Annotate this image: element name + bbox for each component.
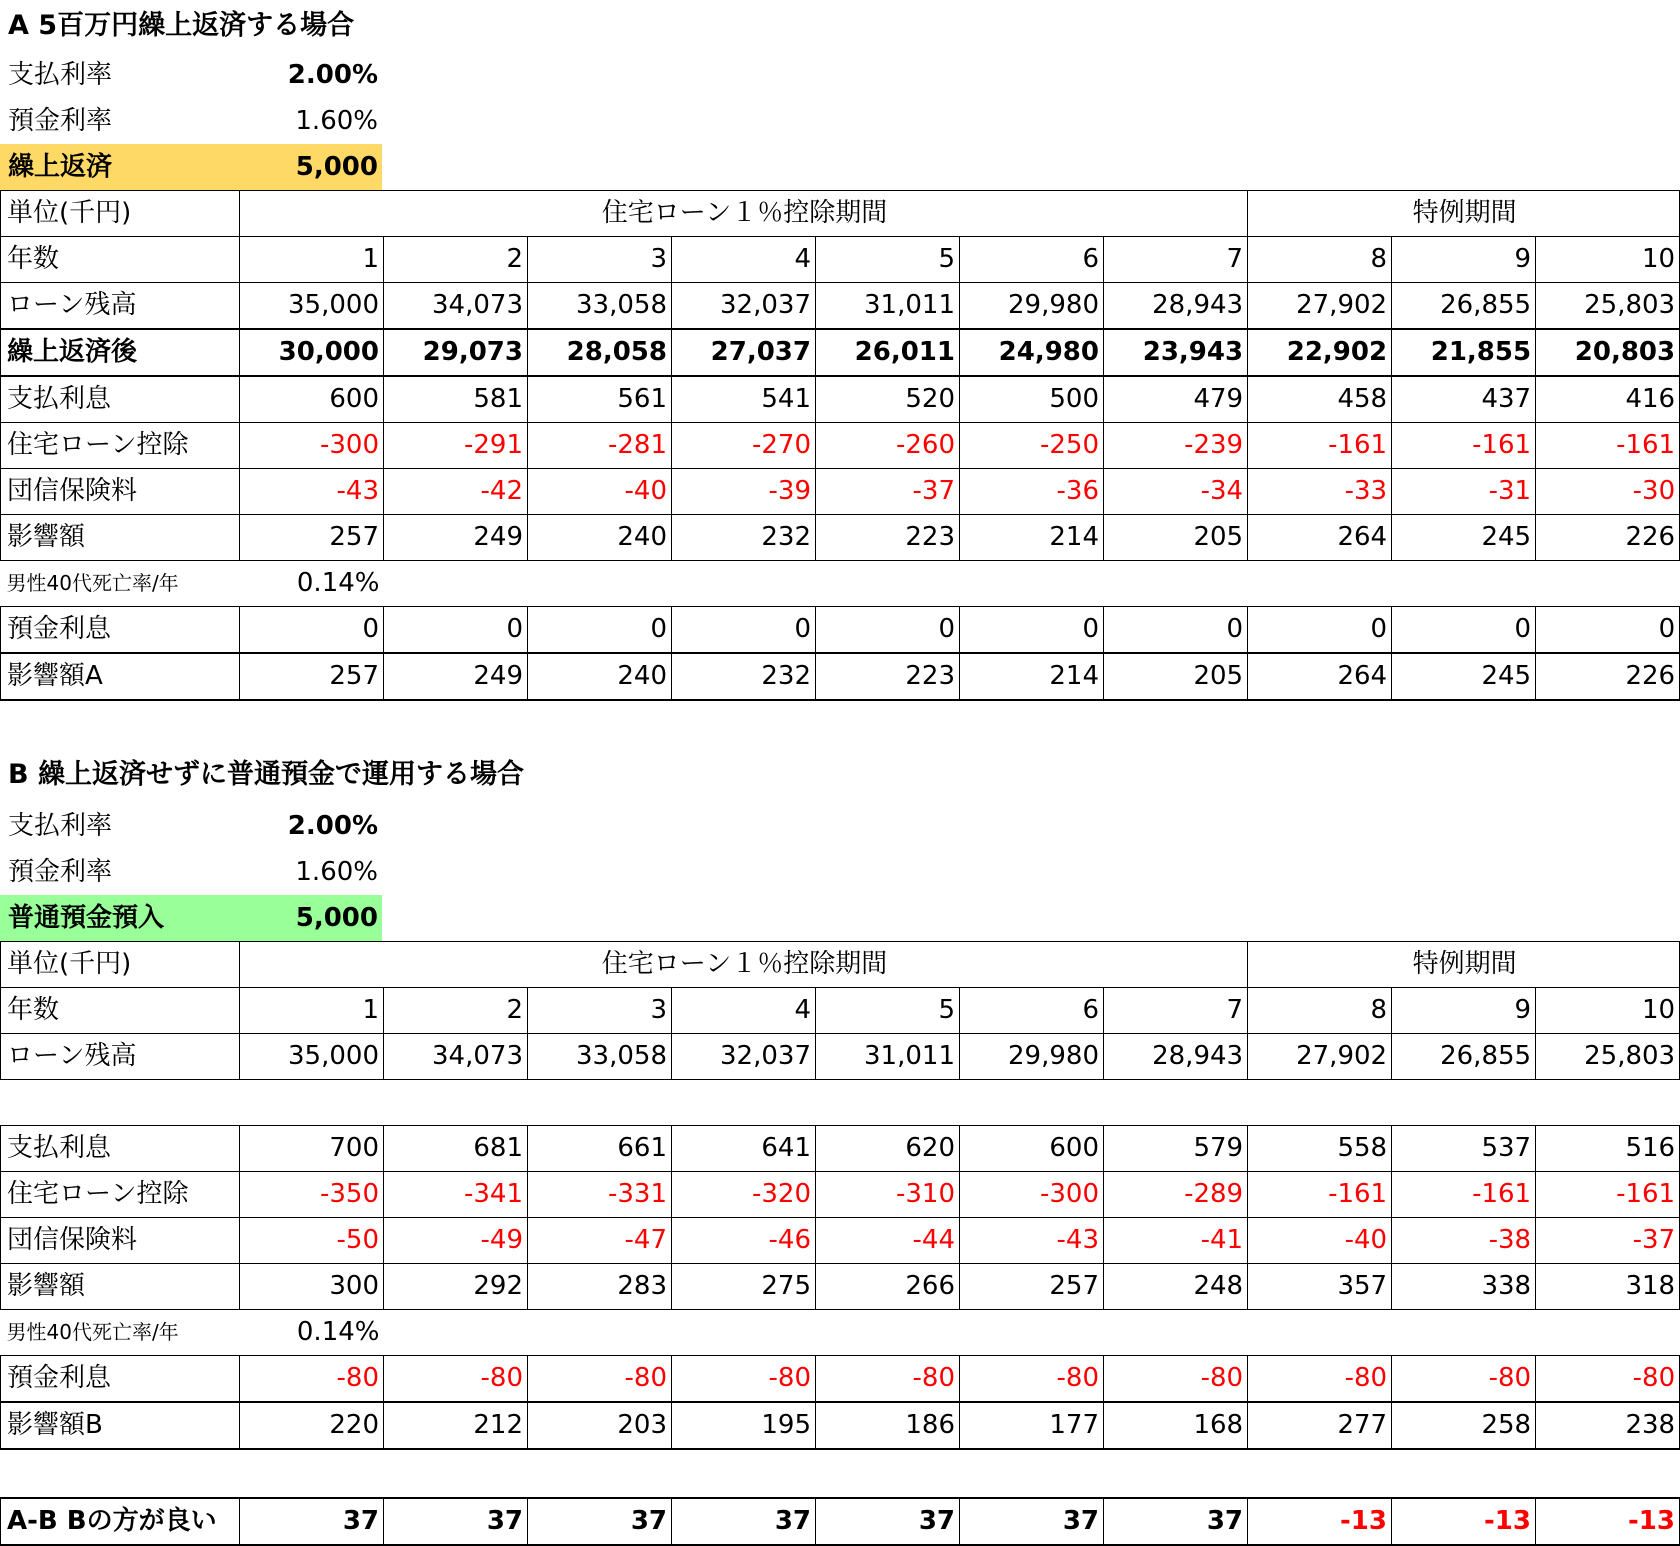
b-interest-cell-7[interactable]: 579 [1104, 1126, 1248, 1172]
b-total-cell-1[interactable]: 220 [240, 1402, 384, 1449]
b-period2-label: 特例期間 [1248, 942, 1680, 988]
b-insurance-cell-10[interactable]: -37 [1536, 1218, 1680, 1264]
a-impact-cell-1[interactable]: 257 [240, 515, 384, 561]
a-interest-cell-5[interactable]: 520 [816, 376, 960, 423]
a-interest-label: 支払利息 [1, 376, 240, 423]
b-deposit-interest-cell-8[interactable]: -80 [1248, 1356, 1392, 1403]
b-deduction-cell-7[interactable]: -289 [1104, 1172, 1248, 1218]
a-total-cell-3[interactable]: 240 [528, 653, 672, 700]
a-insurance-label: 団信保険料 [1, 469, 240, 515]
a-mortality-value[interactable]: 0.14% [296, 568, 380, 598]
a-insurance-cell-8[interactable]: -33 [1248, 469, 1392, 515]
diff-cell-6[interactable]: 37 [960, 1498, 1104, 1545]
a-impact-cell-3[interactable]: 240 [528, 515, 672, 561]
a-years-cell-9[interactable]: 9 [1392, 237, 1536, 283]
a-insurance-cell-6[interactable]: -36 [960, 469, 1104, 515]
diff-cell-3[interactable]: 37 [528, 1498, 672, 1545]
b-total-cell-8[interactable]: 277 [1248, 1402, 1392, 1449]
a-impact-cell-6[interactable]: 214 [960, 515, 1104, 561]
a-total-cell-2[interactable]: 249 [384, 653, 528, 700]
a-insurance-cell-10[interactable]: -30 [1536, 469, 1680, 515]
a-impact-cell-7[interactable]: 205 [1104, 515, 1248, 561]
b-interest-cell-5[interactable]: 620 [816, 1126, 960, 1172]
a-loan-cell-4[interactable]: 32,037 [672, 283, 816, 330]
b-unit-label: 単位(千円) [1, 942, 240, 988]
b-impact-cell-3[interactable]: 283 [528, 1264, 672, 1310]
a-deposit-interest-cell-1[interactable]: 0 [240, 607, 384, 654]
b-impact-row [1, 1264, 1680, 1310]
b-loan-cell-6[interactable]: 29,980 [960, 1034, 1104, 1080]
a-deposit-interest-cell-7[interactable]: 0 [1104, 607, 1248, 654]
b-deposit-interest-label: 預金利息 [1, 1356, 240, 1403]
a-years-cell-1[interactable]: 1 [240, 237, 384, 283]
b-deduction-row [1, 1172, 1680, 1218]
b-interest-row [1, 1126, 1680, 1172]
a-loan-cell-10[interactable]: 25,803 [1536, 283, 1680, 330]
a-deposit-interest-cell-4[interactable]: 0 [672, 607, 816, 654]
a-interest-cell-9[interactable]: 437 [1392, 376, 1536, 423]
a-prepayment-value[interactable]: 5,000 [295, 152, 378, 182]
a-insurance-row [1, 469, 1680, 515]
a-after-cell-1[interactable]: 30,000 [240, 329, 384, 376]
a-impact-cell-5[interactable]: 223 [816, 515, 960, 561]
b-deposit-interest-cell-4[interactable]: -80 [672, 1356, 816, 1403]
b-interest-cell-1[interactable]: 700 [240, 1126, 384, 1172]
a-mortality-label: 男性40代死亡率/年 [6, 571, 179, 595]
b-years-cell-9[interactable]: 9 [1392, 988, 1536, 1034]
b-deduction-label: 住宅ローン控除 [1, 1172, 240, 1218]
b-total-cell-10[interactable]: 238 [1536, 1402, 1680, 1449]
section-b-table [0, 941, 1680, 1450]
a-pay-rate-value[interactable]: 2.00% [287, 60, 378, 90]
a-deposit-rate-label: 預金利率 [8, 106, 113, 136]
b-loan-cell-5[interactable]: 31,011 [816, 1034, 960, 1080]
section-a-table [0, 190, 1680, 701]
diff-row [1, 1498, 1680, 1545]
a-after-label: 繰上返済後 [1, 329, 240, 376]
b-interest-cell-4[interactable]: 641 [672, 1126, 816, 1172]
a-interest-cell-7[interactable]: 479 [1104, 376, 1248, 423]
b-years-cell-6[interactable]: 6 [960, 988, 1104, 1034]
a-after-cell-7[interactable]: 23,943 [1104, 329, 1248, 376]
b-header-row [1, 942, 1680, 988]
b-insurance-cell-9[interactable]: -38 [1392, 1218, 1536, 1264]
b-deposit-interest-cell-10[interactable]: -80 [1536, 1356, 1680, 1403]
b-loan-cell-1[interactable]: 35,000 [240, 1034, 384, 1080]
b-deduction-cell-8[interactable]: -161 [1248, 1172, 1392, 1218]
b-deduction-cell-5[interactable]: -310 [816, 1172, 960, 1218]
a-deduction-cell-4[interactable]: -270 [672, 423, 816, 469]
a-total-cell-9[interactable]: 245 [1392, 653, 1536, 700]
b-impact-cell-1[interactable]: 300 [240, 1264, 384, 1310]
a-after-cell-9[interactable]: 21,855 [1392, 329, 1536, 376]
b-interest-cell-6[interactable]: 600 [960, 1126, 1104, 1172]
b-deposit-interest-cell-3[interactable]: -80 [528, 1356, 672, 1403]
a-years-cell-4[interactable]: 4 [672, 237, 816, 283]
diff-cell-10[interactable]: -13 [1536, 1498, 1680, 1545]
b-total-cell-5[interactable]: 186 [816, 1402, 960, 1449]
a-total-cell-5[interactable]: 223 [816, 653, 960, 700]
a-total-cell-7[interactable]: 205 [1104, 653, 1248, 700]
a-interest-cell-3[interactable]: 561 [528, 376, 672, 423]
b-mortality-value[interactable]: 0.14% [296, 1317, 380, 1347]
b-total-cell-9[interactable]: 258 [1392, 1402, 1536, 1449]
section-b-title: B 繰上返済せずに普通預金で運用する場合 [8, 759, 524, 790]
a-loan-label: ローン残高 [1, 283, 240, 330]
a-insurance-cell-5[interactable]: -37 [816, 469, 960, 515]
diff-table [0, 1497, 1680, 1546]
b-interest-cell-2[interactable]: 681 [384, 1126, 528, 1172]
b-deduction-cell-3[interactable]: -331 [528, 1172, 672, 1218]
b-total-cell-2[interactable]: 212 [384, 1402, 528, 1449]
a-deduction-label: 住宅ローン控除 [1, 423, 240, 469]
b-deduction-cell-1[interactable]: -350 [240, 1172, 384, 1218]
a-period1-label: 住宅ローン１％控除期間 [240, 191, 1248, 237]
b-deposit-interest-row [1, 1356, 1680, 1403]
b-loan-cell-8[interactable]: 27,902 [1248, 1034, 1392, 1080]
a-deposit-interest-cell-10[interactable]: 0 [1536, 607, 1680, 654]
a-years-label: 年数 [1, 237, 240, 283]
diff-cell-9[interactable]: -13 [1392, 1498, 1536, 1545]
a-insurance-cell-2[interactable]: -42 [384, 469, 528, 515]
b-insurance-cell-5[interactable]: -44 [816, 1218, 960, 1264]
b-mortality-row [1, 1310, 1680, 1356]
a-loan-cell-6[interactable]: 29,980 [960, 283, 1104, 330]
section-a-title: A 5百万円繰上返済する場合 [8, 10, 355, 41]
b-loan-cell-4[interactable]: 32,037 [672, 1034, 816, 1080]
b-interest-cell-10[interactable]: 516 [1536, 1126, 1680, 1172]
b-impact-cell-4[interactable]: 275 [672, 1264, 816, 1310]
a-prepayment-label: 繰上返済 [8, 152, 113, 182]
b-empty-row [1, 1080, 1680, 1126]
a-after-cell-3[interactable]: 28,058 [528, 329, 672, 376]
a-loan-row [1, 283, 1680, 330]
a-interest-cell-8[interactable]: 458 [1248, 376, 1392, 423]
b-insurance-cell-3[interactable]: -47 [528, 1218, 672, 1264]
a-unit-label: 単位(千円) [1, 191, 240, 237]
a-years-cell-3[interactable]: 3 [528, 237, 672, 283]
b-impact-cell-8[interactable]: 357 [1248, 1264, 1392, 1310]
a-impact-cell-4[interactable]: 232 [672, 515, 816, 561]
a-insurance-cell-4[interactable]: -39 [672, 469, 816, 515]
diff-cell-7[interactable]: 37 [1104, 1498, 1248, 1545]
a-loan-cell-3[interactable]: 33,058 [528, 283, 672, 330]
a-loan-cell-1[interactable]: 35,000 [240, 283, 384, 330]
a-mortality-row [1, 561, 1680, 607]
a-loan-cell-9[interactable]: 26,855 [1392, 283, 1536, 330]
a-prepayment-row [0, 144, 382, 190]
a-interest-row [1, 376, 1680, 423]
b-impact-cell-5[interactable]: 266 [816, 1264, 960, 1310]
a-deduction-cell-5[interactable]: -260 [816, 423, 960, 469]
b-deposit-interest-cell-6[interactable]: -80 [960, 1356, 1104, 1403]
a-deduction-cell-8[interactable]: -161 [1248, 423, 1392, 469]
a-years-cell-8[interactable]: 8 [1248, 237, 1392, 283]
a-loan-cell-8[interactable]: 27,902 [1248, 283, 1392, 330]
b-interest-label: 支払利息 [1, 1126, 240, 1172]
diff-cell-8[interactable]: -13 [1248, 1498, 1392, 1545]
b-mortality-label: 男性40代死亡率/年 [6, 1320, 179, 1344]
a-impact-cell-9[interactable]: 245 [1392, 515, 1536, 561]
diff-cell-4[interactable]: 37 [672, 1498, 816, 1545]
a-total-cell-10[interactable]: 226 [1536, 653, 1680, 700]
b-years-cell-2[interactable]: 2 [384, 988, 528, 1034]
diff-cell-5[interactable]: 37 [816, 1498, 960, 1545]
a-after-cell-10[interactable]: 20,803 [1536, 329, 1680, 376]
a-interest-cell-1[interactable]: 600 [240, 376, 384, 423]
b-deposit-rate-row [0, 849, 382, 895]
b-total-label: 影響額B [1, 1402, 240, 1449]
a-period2-label: 特例期間 [1248, 191, 1680, 237]
a-impact-cell-8[interactable]: 264 [1248, 515, 1392, 561]
a-deposit-interest-row [1, 607, 1680, 654]
b-deposit-interest-cell-7[interactable]: -80 [1104, 1356, 1248, 1403]
diff-cell-1[interactable]: 37 [240, 1498, 384, 1545]
b-years-cell-7[interactable]: 7 [1104, 988, 1248, 1034]
a-pay-rate-label: 支払利率 [8, 60, 113, 90]
b-loan-row [1, 1034, 1680, 1080]
b-loan-cell-2[interactable]: 34,073 [384, 1034, 528, 1080]
a-after-cell-6[interactable]: 24,980 [960, 329, 1104, 376]
b-interest-cell-9[interactable]: 537 [1392, 1126, 1536, 1172]
a-after-row [1, 329, 1680, 376]
a-total-cell-1[interactable]: 257 [240, 653, 384, 700]
b-impact-label: 影響額 [1, 1264, 240, 1310]
b-impact-cell-9[interactable]: 338 [1392, 1264, 1536, 1310]
b-pay-rate-label: 支払利率 [8, 811, 113, 841]
b-impact-cell-2[interactable]: 292 [384, 1264, 528, 1310]
a-insurance-cell-3[interactable]: -40 [528, 469, 672, 515]
a-total-cell-8[interactable]: 264 [1248, 653, 1392, 700]
b-deposit-interest-cell-9[interactable]: -80 [1392, 1356, 1536, 1403]
b-total-cell-3[interactable]: 203 [528, 1402, 672, 1449]
a-insurance-cell-9[interactable]: -31 [1392, 469, 1536, 515]
a-loan-cell-5[interactable]: 31,011 [816, 283, 960, 330]
b-years-cell-1[interactable]: 1 [240, 988, 384, 1034]
b-insurance-cell-2[interactable]: -49 [384, 1218, 528, 1264]
a-years-cell-7[interactable]: 7 [1104, 237, 1248, 283]
a-loan-cell-2[interactable]: 34,073 [384, 283, 528, 330]
a-impact-cell-2[interactable]: 249 [384, 515, 528, 561]
a-total-cell-6[interactable]: 214 [960, 653, 1104, 700]
b-period1-label: 住宅ローン１％控除期間 [240, 942, 1248, 988]
a-deposit-interest-cell-6[interactable]: 0 [960, 607, 1104, 654]
a-loan-cell-7[interactable]: 28,943 [1104, 283, 1248, 330]
b-insurance-cell-4[interactable]: -46 [672, 1218, 816, 1264]
b-deposit-rate-value[interactable]: 1.60% [295, 857, 378, 887]
b-loan-cell-3[interactable]: 33,058 [528, 1034, 672, 1080]
a-deposit-interest-label: 預金利息 [1, 607, 240, 654]
b-deduction-cell-2[interactable]: -341 [384, 1172, 528, 1218]
b-total-cell-7[interactable]: 168 [1104, 1402, 1248, 1449]
b-total-row [1, 1402, 1680, 1449]
a-years-cell-10[interactable]: 10 [1536, 237, 1680, 283]
a-deduction-cell-7[interactable]: -239 [1104, 423, 1248, 469]
b-deposit-label: 普通預金預入 [8, 903, 165, 933]
b-deduction-cell-6[interactable]: -300 [960, 1172, 1104, 1218]
b-deposit-value[interactable]: 5,000 [295, 903, 378, 933]
b-years-cell-10[interactable]: 10 [1536, 988, 1680, 1034]
a-interest-cell-6[interactable]: 500 [960, 376, 1104, 423]
a-years-cell-6[interactable]: 6 [960, 237, 1104, 283]
b-impact-cell-7[interactable]: 248 [1104, 1264, 1248, 1310]
b-loan-cell-10[interactable]: 25,803 [1536, 1034, 1680, 1080]
a-impact-cell-10[interactable]: 226 [1536, 515, 1680, 561]
a-header-row [1, 191, 1680, 237]
a-deduction-cell-1[interactable]: -300 [240, 423, 384, 469]
a-years-cell-2[interactable]: 2 [384, 237, 528, 283]
b-deposit-interest-cell-2[interactable]: -80 [384, 1356, 528, 1403]
a-years-row [1, 237, 1680, 283]
a-pay-rate-row [0, 52, 382, 98]
b-years-label: 年数 [1, 988, 240, 1034]
b-years-cell-8[interactable]: 8 [1248, 988, 1392, 1034]
diff-label: A-B Bの方が良い [1, 1498, 240, 1545]
b-insurance-cell-7[interactable]: -41 [1104, 1218, 1248, 1264]
b-years-cell-3[interactable]: 3 [528, 988, 672, 1034]
a-deduction-row [1, 423, 1680, 469]
a-impact-label: 影響額 [1, 515, 240, 561]
b-years-cell-5[interactable]: 5 [816, 988, 960, 1034]
b-insurance-cell-1[interactable]: -50 [240, 1218, 384, 1264]
a-interest-cell-2[interactable]: 581 [384, 376, 528, 423]
b-deduction-cell-4[interactable]: -320 [672, 1172, 816, 1218]
a-after-cell-4[interactable]: 27,037 [672, 329, 816, 376]
a-after-cell-8[interactable]: 22,902 [1248, 329, 1392, 376]
a-total-row [1, 653, 1680, 700]
diff-cell-2[interactable]: 37 [384, 1498, 528, 1545]
b-deposit-interest-cell-5[interactable]: -80 [816, 1356, 960, 1403]
b-pay-rate-value[interactable]: 2.00% [287, 811, 378, 841]
b-deposit-interest-cell-1[interactable]: -80 [240, 1356, 384, 1403]
b-loan-cell-9[interactable]: 26,855 [1392, 1034, 1536, 1080]
a-years-cell-5[interactable]: 5 [816, 237, 960, 283]
b-years-cell-4[interactable]: 4 [672, 988, 816, 1034]
b-deduction-cell-9[interactable]: -161 [1392, 1172, 1536, 1218]
a-deposit-interest-cell-2[interactable]: 0 [384, 607, 528, 654]
b-loan-label: ローン残高 [1, 1034, 240, 1080]
b-years-row [1, 988, 1680, 1034]
b-loan-cell-7[interactable]: 28,943 [1104, 1034, 1248, 1080]
b-insurance-row [1, 1218, 1680, 1264]
a-deposit-interest-cell-3[interactable]: 0 [528, 607, 672, 654]
a-deduction-cell-3[interactable]: -281 [528, 423, 672, 469]
a-insurance-cell-1[interactable]: -43 [240, 469, 384, 515]
b-insurance-label: 団信保険料 [1, 1218, 240, 1264]
b-insurance-cell-8[interactable]: -40 [1248, 1218, 1392, 1264]
b-insurance-cell-6[interactable]: -43 [960, 1218, 1104, 1264]
b-deposit-rate-label: 預金利率 [8, 857, 113, 887]
b-deduction-cell-10[interactable]: -161 [1536, 1172, 1680, 1218]
a-deduction-cell-9[interactable]: -161 [1392, 423, 1536, 469]
a-interest-cell-10[interactable]: 416 [1536, 376, 1680, 423]
b-deposit-row [0, 895, 382, 941]
a-insurance-cell-7[interactable]: -34 [1104, 469, 1248, 515]
a-deduction-cell-6[interactable]: -250 [960, 423, 1104, 469]
b-impact-cell-6[interactable]: 257 [960, 1264, 1104, 1310]
b-pay-rate-row [0, 803, 382, 849]
a-interest-cell-4[interactable]: 541 [672, 376, 816, 423]
a-total-cell-4[interactable]: 232 [672, 653, 816, 700]
a-after-cell-2[interactable]: 29,073 [384, 329, 528, 376]
a-impact-row [1, 515, 1680, 561]
a-deduction-cell-10[interactable]: -161 [1536, 423, 1680, 469]
a-total-label: 影響額A [1, 653, 240, 700]
a-deduction-cell-2[interactable]: -291 [384, 423, 528, 469]
b-interest-cell-3[interactable]: 661 [528, 1126, 672, 1172]
b-impact-cell-10[interactable]: 318 [1536, 1264, 1680, 1310]
a-deposit-rate-value[interactable]: 1.60% [295, 106, 378, 136]
a-deposit-interest-cell-5[interactable]: 0 [816, 607, 960, 654]
b-interest-cell-8[interactable]: 558 [1248, 1126, 1392, 1172]
b-total-cell-6[interactable]: 177 [960, 1402, 1104, 1449]
a-deposit-interest-cell-8[interactable]: 0 [1248, 607, 1392, 654]
a-after-cell-5[interactable]: 26,011 [816, 329, 960, 376]
a-deposit-interest-cell-9[interactable]: 0 [1392, 607, 1536, 654]
a-deposit-rate-row [0, 98, 382, 144]
b-total-cell-4[interactable]: 195 [672, 1402, 816, 1449]
